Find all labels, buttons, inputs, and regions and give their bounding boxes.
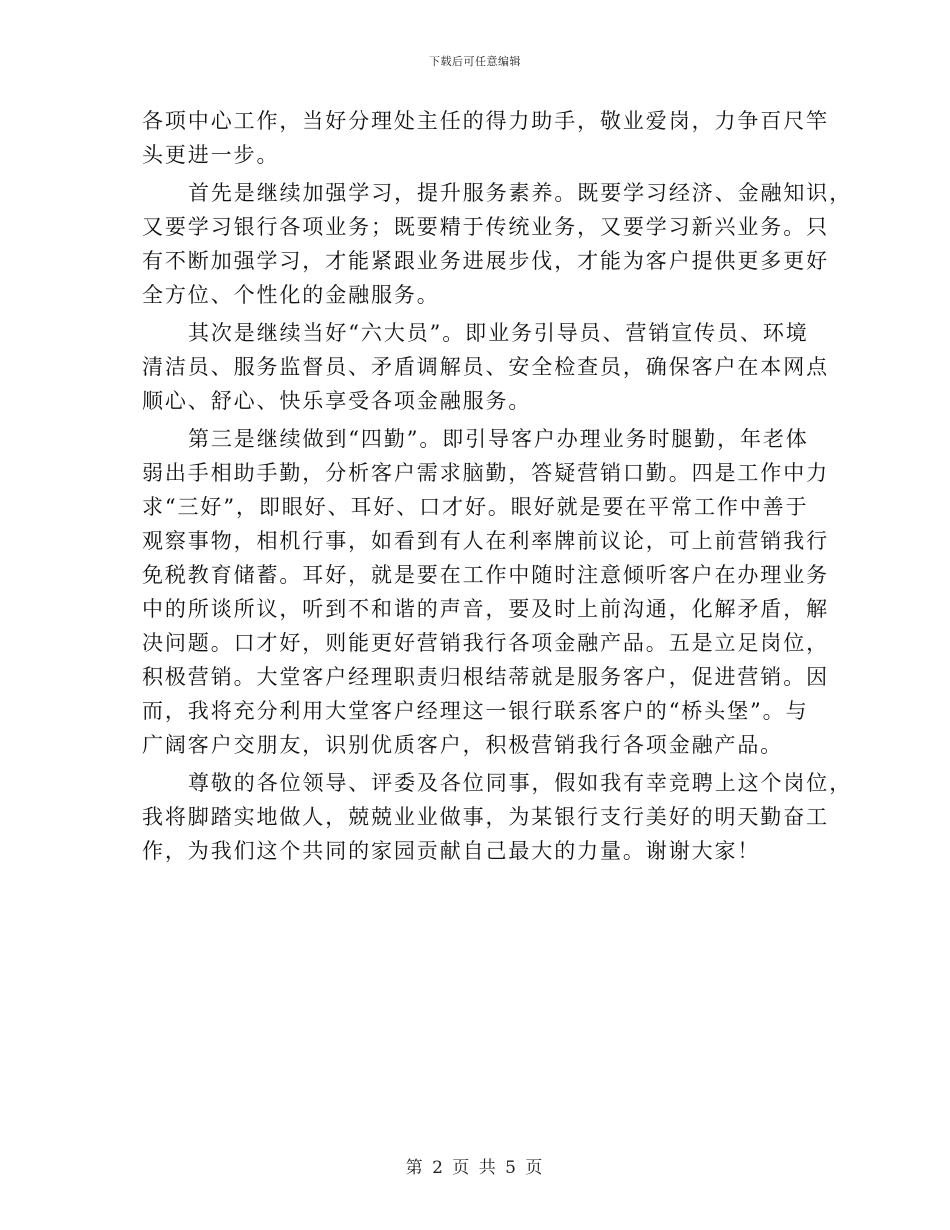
text-line: 求“三好”，即眼好、耳好、口才好。眼好就是要在平常工作中善于 [142, 495, 809, 519]
text-line: 清洁员、服务监督员、矛盾调解员、安全检查员，确保客户在本网点 [142, 355, 829, 379]
document-body [142, 104, 853, 868]
text-line: 免税教育储蓄。耳好，就是要在工作中随时注意倾听客户在办理业务 [142, 563, 829, 587]
text-line: 我将脚踏实地做人，兢兢业业做事，为某银行支行美好的明天勤奋工 [142, 805, 829, 829]
text-line: 头更进一步。 [142, 143, 280, 167]
paragraph-first-line: 其次是继续当好“六大员”。即业务引导员、营销宣传员、环境 [188, 321, 809, 345]
text-line: 又要学习银行各项业务；既要精于传统业务，又要学习新兴业务。只 [142, 215, 829, 239]
text-line: 顺心、舒心、快乐享受各项金融服务。 [142, 389, 532, 413]
text-line: 而，我将充分利用大堂客户经理这一银行联系客户的“桥头堡”。与 [142, 699, 809, 723]
paragraph-first-line: 尊敬的各位领导、评委及各位同事，假如我有幸竞聘上这个岗位， [188, 771, 853, 795]
paragraph-first-line: 首先是继续加强学习，提升服务素养。既要学习经济、金融知识， [188, 181, 853, 205]
text-line: 各项中心工作，当好分理处主任的得力助手，敬业爱岗，力争百尺竿 [142, 109, 829, 133]
text-line: 中的所谈所议，听到不和谐的声音，要及时上前沟通，化解矛盾，解 [142, 597, 829, 621]
page-number: 第 2 页 共 5 页 [405, 1158, 545, 1178]
text-line: 观察事物，相机行事，如看到有人在利率牌前议论，可上前营销我行 [142, 529, 829, 553]
text-line: 广阔客户交朋友，识别优质客户，积极营销我行各项金融产品。 [142, 733, 784, 757]
text-line: 积极营销。大堂客户经理职责归根结蒂就是服务客户，促进营销。因 [142, 665, 829, 689]
text-line: 决问题。口才好，则能更好营销我行各项金融产品。五是立足岗位， [142, 631, 829, 655]
page-header: 下载后可任意编辑 [429, 55, 521, 68]
text-line: 弱出手相助手勤，分析客户需求脑勤，答疑营销口勤。四是工作中力 [142, 461, 829, 485]
text-line: 全方位、个性化的金融服务。 [142, 283, 440, 307]
text-line: 作，为我们这个共同的家园贡献自己最大的力量。谢谢大家！ [142, 839, 761, 863]
text-line: 有不断加强学习，才能紧跟业务进展步伐，才能为客户提供更多更好 [142, 249, 829, 273]
paragraph-first-line: 第三是继续做到“四勤”。即引导客户办理业务时腿勤，年老体 [188, 427, 809, 451]
